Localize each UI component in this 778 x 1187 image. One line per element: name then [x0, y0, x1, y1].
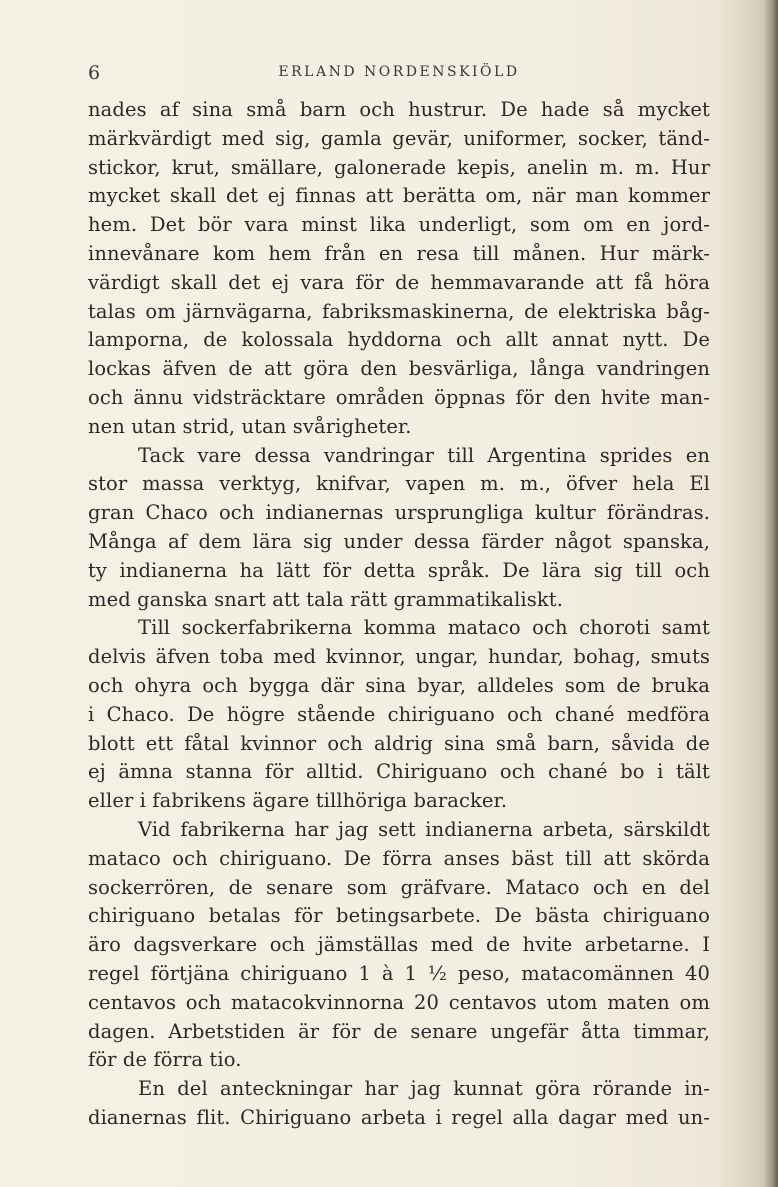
- text-line: delvis äfven toba med kvinnor, ungar, hundar, bohag, smuts: [88, 645, 710, 669]
- text-line: värdigt skall det ej vara för de hemmavarande att få höra: [88, 270, 710, 294]
- text-line: för de förra tio.: [88, 1048, 242, 1072]
- page-edge-shadow: [764, 0, 778, 1187]
- text-line: nen utan strid, utan svårigheter.: [88, 414, 412, 438]
- paragraph-start-line: Vid fabrikerna har jag sett indianerna arbeta, särskildt: [138, 817, 710, 841]
- text-line: och ohyra och bygga där sina byar, alldeles som de bruka: [88, 673, 710, 697]
- text-line: regel förtjäna chiriguano 1 à 1 ½ peso, matacomännen 40: [88, 961, 710, 985]
- text-line: i Chaco. De högre stående chiriguano och chané medföra: [88, 702, 710, 726]
- text-line: nades af sina små barn och hustrur. De hade så mycket: [88, 98, 710, 121]
- text-line: sockerrören, de senare som gräfvare. Mataco och en del: [88, 875, 710, 899]
- text-line: hem. Det bör vara minst lika underligt, som om en jord-: [88, 213, 710, 237]
- text-line: talas om järnvägarna, fabriksmaskinerna, de elektriska båg-: [88, 299, 710, 323]
- page-number: 6: [88, 62, 101, 84]
- text-line: dagen. Arbetstiden är för de senare ungefär åtta timmar,: [88, 1019, 710, 1043]
- text-line: stor massa verktyg, knifvar, vapen m. m., öfver hela El: [88, 472, 710, 496]
- text-line: märkvärdigt med sig, gamla gevär, uniformer, socker, tänd-: [88, 126, 710, 150]
- running-head: ERLAND NORDENSKIÖLD: [278, 64, 520, 80]
- text-line: ty indianerna ha lätt för detta språk. De lära sig till och: [88, 558, 710, 582]
- text-line: och ännu vidsträcktare områden öppnas för den hvite man-: [88, 385, 710, 409]
- text-line: äro dagsverkare och jämställas med de hvite arbetarne. I: [88, 933, 710, 957]
- text-line: mycket skall det ej finnas att berätta om, när man kommer: [88, 184, 710, 208]
- text-line: stickor, krut, smällare, galonerade kepis, anelin m. m. Hur: [88, 155, 710, 179]
- text-line: dianernas flit. Chiriguano arbeta i regel alla dagar med un-: [88, 1105, 710, 1129]
- page-header: [88, 58, 710, 86]
- text-line: innevånare kom hem från en resa till månen. Hur märk-: [88, 241, 710, 265]
- text-line: gran Chaco och indianernas ursprungliga kultur förändras.: [88, 501, 710, 525]
- text-line: chiriguano betalas för betingsarbete. De bästa chiriguano: [88, 904, 710, 928]
- paragraph-start-line: Till sockerfabrikerna komma mataco och choroti samt: [138, 616, 710, 640]
- body-text: [88, 96, 710, 1133]
- text-line: blott ett fåtal kvinnor och aldrig sina små barn, såvida de: [88, 731, 710, 755]
- text-line: lamporna, de kolossala hyddorna och allt annat nytt. De: [88, 328, 710, 352]
- text-line: centavos och matacokvinnorna 20 centavos utom maten om: [88, 990, 710, 1014]
- text-line: Många af dem lära sig under dessa färder något spanska,: [88, 529, 710, 553]
- text-line: med ganska snart att tala rätt grammatikaliskt.: [88, 587, 563, 611]
- text-line: mataco och chiriguano. De förra anses bäst till att skörda: [88, 846, 710, 870]
- text-line: ej ämna stanna för alltid. Chiriguano och chané bo i tält: [88, 760, 710, 784]
- text-line: eller i fabrikens ägare tillhöriga baracker.: [88, 789, 508, 813]
- text-line: lockas äfven de att göra den besvärliga, långa vandringen: [88, 357, 710, 381]
- paragraph-start-line: En del anteckningar har jag kunnat göra rörande in-: [138, 1077, 710, 1101]
- paragraph-start-line: Tack vare dessa vandringar till Argentina sprides en: [138, 443, 710, 467]
